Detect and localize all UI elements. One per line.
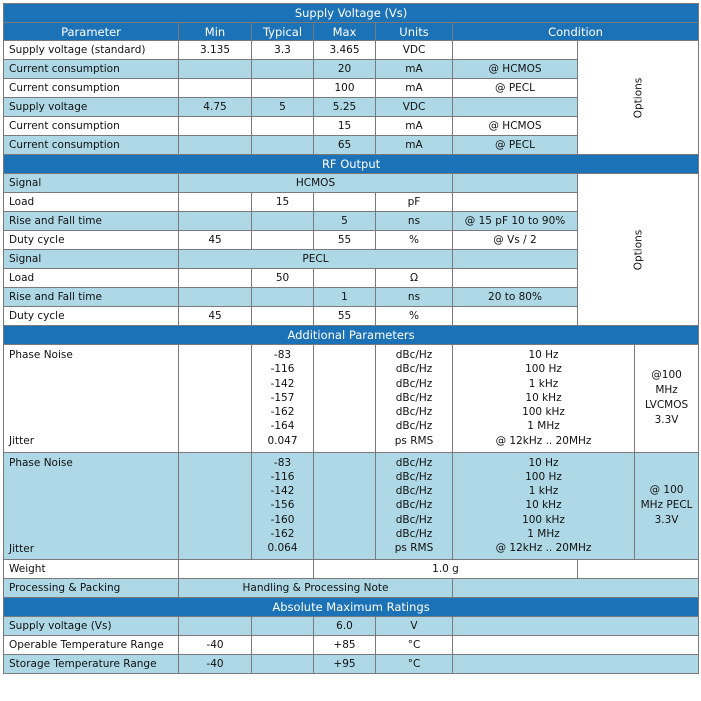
units-values [376, 345, 453, 453]
value: -83 [273, 349, 292, 361]
value: -162 [270, 406, 295, 419]
max-cell: 15 [314, 117, 376, 136]
freq: 1 MHz [527, 420, 560, 433]
cond-cell [453, 41, 578, 60]
cond-cell [453, 655, 699, 674]
header-parameter: Parameter [4, 23, 179, 41]
param-cell: Signal [4, 174, 179, 193]
processing-note: Handling & Processing Note [179, 579, 453, 598]
max-cell: 3.465 [314, 41, 376, 60]
param-cell: Processing & Packing [4, 579, 179, 598]
min-cell [179, 345, 252, 453]
cond-cell: @ PECL [453, 79, 578, 98]
typ-values [252, 345, 314, 453]
min-cell: 45 [179, 307, 252, 326]
typ-cell: 5 [252, 98, 314, 117]
units-cell: mA [376, 136, 453, 155]
weight-value: 1.0 g [314, 560, 578, 579]
param-cell: Current consumption [4, 117, 179, 136]
min-cell: 45 [179, 231, 252, 250]
unit: dBc/Hz [395, 363, 433, 376]
unit: dBc/Hz [395, 406, 433, 419]
cond-cell [453, 636, 699, 655]
value: 0.047 [267, 434, 298, 447]
value: -156 [270, 499, 295, 512]
max-cell [314, 452, 376, 560]
options-label: Options [632, 77, 645, 118]
param-cell: Supply voltage (Vs) [4, 617, 179, 636]
signal-type-pecl: PECL [179, 250, 453, 269]
table-row [4, 560, 699, 579]
units-cell: °C [376, 636, 453, 655]
max-cell: 100 [314, 79, 376, 98]
unit: dBc/Hz [395, 377, 433, 390]
freq-values [453, 452, 635, 560]
units-cell: VDC [376, 98, 453, 117]
section-absolute-maximum-ratings [4, 598, 699, 617]
units-cell: mA [376, 60, 453, 79]
typ-cell: 50 [252, 269, 314, 288]
param-cell: Duty cycle [4, 307, 179, 326]
freq: @ 12kHz .. 20MHz [495, 434, 592, 447]
phase-noise-pecl-row [4, 452, 699, 560]
max-cell [314, 193, 376, 212]
header-condition: Condition [453, 23, 699, 41]
param-cell: Supply voltage (standard) [4, 41, 179, 60]
value: -83 [273, 456, 292, 469]
min-cell [179, 617, 252, 636]
table-row [4, 655, 699, 674]
max-cell: 6.0 [314, 617, 376, 636]
param-cell: Operable Temperature Range [4, 636, 179, 655]
freq: 1 kHz [528, 485, 559, 498]
param-cell: Load [4, 193, 179, 212]
freq: 10 kHz [525, 391, 562, 404]
unit: dBc/Hz [395, 349, 433, 361]
signal-type-hcmos: HCMOS [179, 174, 453, 193]
max-cell: 1 [314, 288, 376, 307]
max-cell: 65 [314, 136, 376, 155]
freq: @ 12kHz .. 20MHz [495, 542, 592, 555]
typ-cell: 15 [252, 193, 314, 212]
cond-cell: @ PECL [453, 136, 578, 155]
spec-table [3, 3, 699, 674]
units-cell: pF [376, 193, 453, 212]
freq: 10 kHz [525, 499, 562, 512]
typ-cell: 3.3 [252, 41, 314, 60]
param-cell: Current consumption [4, 60, 179, 79]
unit: dBc/Hz [395, 528, 433, 541]
min-cell [179, 79, 252, 98]
max-cell: 55 [314, 307, 376, 326]
freq-values [453, 345, 635, 453]
value: -160 [270, 513, 295, 526]
max-cell: +95 [314, 655, 376, 674]
param-cell: Storage Temperature Range [4, 655, 179, 674]
typ-cell [252, 117, 314, 136]
header-row [4, 23, 699, 41]
max-cell: +85 [314, 636, 376, 655]
units-cell: mA [376, 117, 453, 136]
header-units: Units [376, 23, 453, 41]
jitter-label: Jitter [9, 435, 35, 448]
typ-cell [252, 617, 314, 636]
freq: 1 kHz [528, 377, 559, 390]
freq: 100 Hz [525, 363, 562, 376]
min-cell [179, 269, 252, 288]
header-max: Max [314, 23, 376, 41]
min-cell [179, 60, 252, 79]
units-cell: V [376, 617, 453, 636]
options-cell [578, 41, 699, 155]
units-cell: % [376, 307, 453, 326]
typ-cell [252, 79, 314, 98]
typ-cell [252, 307, 314, 326]
section-rf-output [4, 155, 699, 174]
jitter-label: Jitter [9, 542, 35, 555]
empty-cell [453, 579, 699, 598]
param-cell [4, 452, 179, 560]
min-cell: -40 [179, 655, 252, 674]
cond-cell [453, 269, 578, 288]
units-cell: mA [376, 79, 453, 98]
min-cell: 4.75 [179, 98, 252, 117]
value: -142 [270, 485, 295, 498]
value: -162 [270, 528, 295, 541]
param-cell: Rise and Fall time [4, 212, 179, 231]
units-cell: VDC [376, 41, 453, 60]
cond-cell: @ 15 pF 10 to 90% [453, 212, 578, 231]
typ-cell [252, 231, 314, 250]
phase-noise-label: Phase Noise [9, 349, 73, 361]
cond-cell [453, 174, 578, 193]
param-cell: Duty cycle [4, 231, 179, 250]
value: -116 [270, 470, 295, 483]
typ-cell [252, 288, 314, 307]
freq: 100 kHz [522, 406, 565, 419]
cond-cell: @ HCMOS [453, 117, 578, 136]
cond-cell [453, 193, 578, 212]
freq: 10 Hz [528, 456, 559, 469]
cond-cell [453, 617, 699, 636]
table-row [4, 174, 699, 193]
max-cell: 5 [314, 212, 376, 231]
cond-cell: 20 to 80% [453, 288, 578, 307]
pecl-condition: @ 100 MHz PECL 3.3V [635, 452, 699, 560]
table-row [4, 617, 699, 636]
min-cell [179, 117, 252, 136]
typ-values [252, 452, 314, 560]
typ-cell [252, 60, 314, 79]
units-cell: °C [376, 655, 453, 674]
section-title: Absolute Maximum Ratings [4, 598, 699, 617]
header-typical: Typical [252, 23, 314, 41]
section-additional-parameters [4, 326, 699, 345]
unit: dBc/Hz [395, 420, 433, 433]
min-cell [179, 452, 252, 560]
units-cell: Ω [376, 269, 453, 288]
typ-cell [252, 655, 314, 674]
typ-cell [252, 636, 314, 655]
value: -142 [270, 377, 295, 390]
cond-cell: @ HCMOS [453, 60, 578, 79]
max-cell: 5.25 [314, 98, 376, 117]
header-min: Min [179, 23, 252, 41]
cond-cell [453, 250, 578, 269]
param-cell: Current consumption [4, 79, 179, 98]
units-values [376, 452, 453, 560]
max-cell [314, 345, 376, 453]
phase-noise-lvcmos-row [4, 345, 699, 453]
cond-cell [453, 98, 578, 117]
freq: 100 Hz [525, 470, 562, 483]
value: -116 [270, 363, 295, 376]
param-cell: Rise and Fall time [4, 288, 179, 307]
param-cell: Supply voltage [4, 98, 179, 117]
max-cell: 55 [314, 231, 376, 250]
min-cell [179, 136, 252, 155]
unit: dBc/Hz [395, 391, 433, 404]
section-supply-voltage [4, 4, 699, 23]
min-cell: 3.135 [179, 41, 252, 60]
section-title: Supply Voltage (Vs) [4, 4, 699, 23]
typ-cell [252, 136, 314, 155]
lvcmos-condition: @100 MHz LVCMOS 3.3V [635, 345, 699, 453]
param-cell [4, 345, 179, 453]
param-cell: Signal [4, 250, 179, 269]
unit: ps RMS [394, 542, 434, 555]
unit: dBc/Hz [395, 470, 433, 483]
freq: 100 kHz [522, 513, 565, 526]
phase-noise-label: Phase Noise [9, 456, 73, 469]
param-cell: Weight [4, 560, 179, 579]
unit: dBc/Hz [395, 499, 433, 512]
table-row [4, 579, 699, 598]
table-row [4, 636, 699, 655]
min-cell [179, 193, 252, 212]
cond-cell [453, 307, 578, 326]
min-cell [179, 288, 252, 307]
section-title: RF Output [4, 155, 699, 174]
min-cell [179, 212, 252, 231]
units-cell: ns [376, 288, 453, 307]
unit: dBc/Hz [395, 513, 433, 526]
typ-cell [252, 212, 314, 231]
freq: 1 MHz [527, 528, 560, 541]
options-label: Options [632, 229, 645, 270]
unit: dBc/Hz [395, 456, 433, 469]
section-title: Additional Parameters [4, 326, 699, 345]
min-cell: -40 [179, 636, 252, 655]
unit: dBc/Hz [395, 485, 433, 498]
options-cell [578, 174, 699, 326]
unit: ps RMS [394, 434, 434, 447]
cond-cell: @ Vs / 2 [453, 231, 578, 250]
value: 0.064 [267, 542, 298, 555]
units-cell: % [376, 231, 453, 250]
param-cell: Load [4, 269, 179, 288]
param-cell: Current consumption [4, 136, 179, 155]
units-cell: ns [376, 212, 453, 231]
value: -164 [270, 420, 295, 433]
empty-cell [179, 560, 314, 579]
freq: 10 Hz [528, 349, 559, 361]
max-cell [314, 269, 376, 288]
value: -157 [270, 391, 295, 404]
empty-cell [578, 560, 699, 579]
max-cell: 20 [314, 60, 376, 79]
table-row [4, 41, 699, 60]
